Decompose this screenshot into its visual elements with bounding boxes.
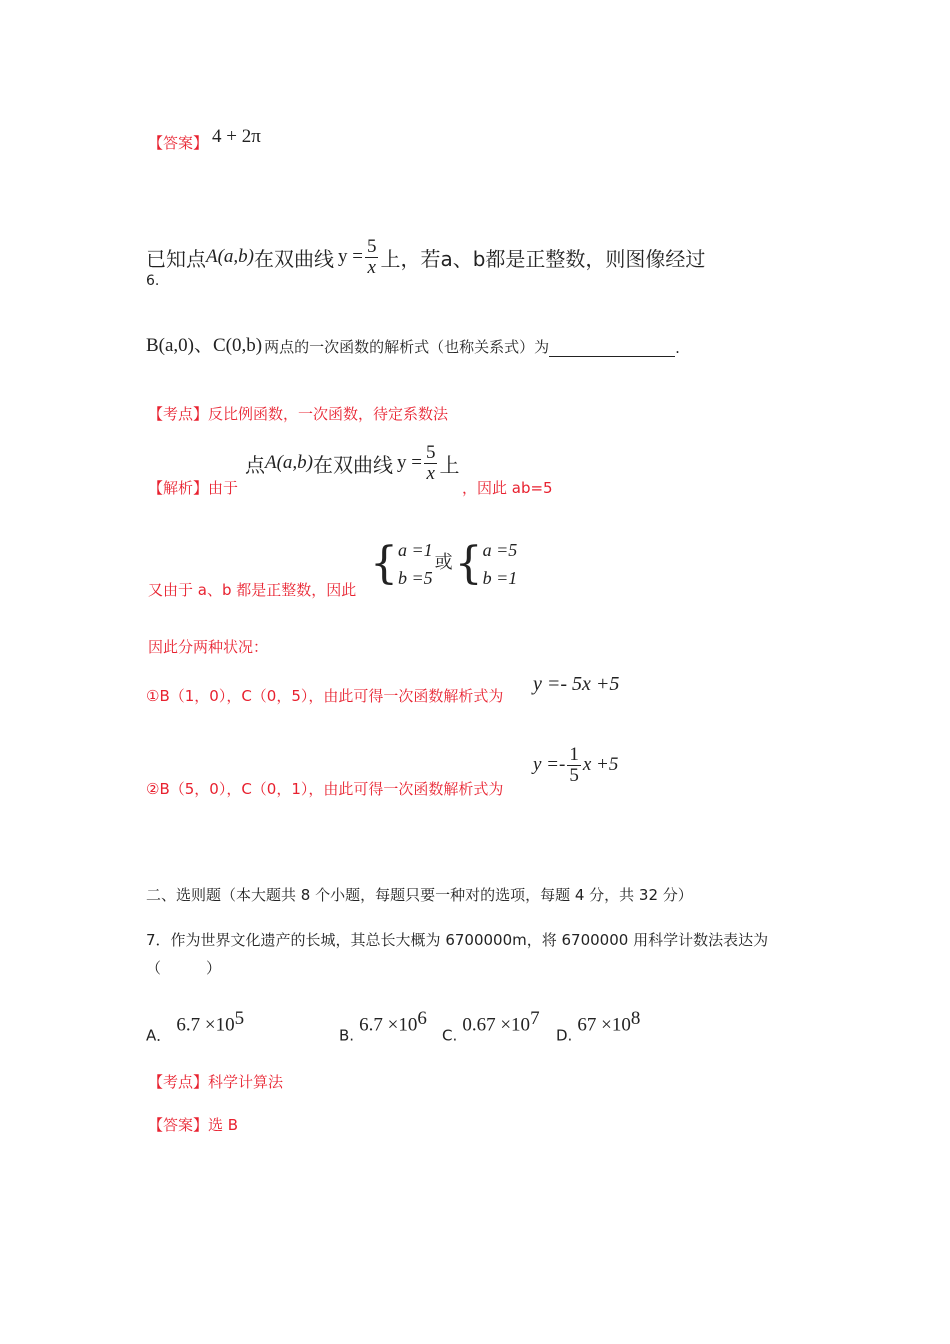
jiexi-math-post: 上 bbox=[439, 452, 460, 477]
q6-line-1 bbox=[146, 237, 705, 278]
option-a-exp: 5 bbox=[234, 1008, 245, 1029]
q7-line-1: 7．作为世界文化遗产的长城，其总长大概为 6700000m，将 6700000 用科学计数法表达为 bbox=[146, 931, 769, 949]
q6-text-pre: 已知点 bbox=[146, 246, 206, 271]
case2-frac-den: 5 bbox=[569, 764, 579, 786]
case2-fraction bbox=[567, 745, 581, 786]
option-d-base: 67 ×10 bbox=[577, 1014, 631, 1036]
option-b-label: B. bbox=[339, 1026, 355, 1045]
jiexi-tag: 【解析】 bbox=[148, 479, 209, 497]
option-c-base: 0.67 ×10 bbox=[462, 1014, 531, 1036]
option-b-base: 6.7 ×10 bbox=[359, 1014, 418, 1036]
option-a-label: A． bbox=[146, 1026, 172, 1045]
jiexi-text2: ，因此 ab=5 bbox=[462, 479, 553, 497]
left-brace-1: { bbox=[370, 538, 398, 589]
q7-option-b[interactable] bbox=[339, 1008, 427, 1044]
kaodian2-tag: 【考点】 bbox=[148, 1073, 209, 1091]
q6-number: 6. bbox=[146, 273, 160, 289]
option-d-label: D. bbox=[556, 1026, 573, 1045]
sys1-row2: b =5 bbox=[398, 568, 433, 588]
q7-line-2: （ ） bbox=[146, 959, 222, 977]
jiexi-frac-den: x bbox=[426, 462, 435, 484]
case2-text: ②B（5，0），C（0，1），由此可得一次函数解析式为 bbox=[146, 780, 504, 798]
equation-systems bbox=[370, 536, 517, 592]
q6-text-post: 上，若a、b都是正整数，则图像经过 bbox=[380, 246, 706, 271]
case1-formula: y =- 5x +5 bbox=[533, 673, 620, 695]
q6-line2-text: 两点的一次函数的解析式（也称关系式）为 bbox=[264, 338, 550, 356]
two-cases-text: 因此分两种状况： bbox=[148, 638, 269, 656]
option-a-base: 6.7 ×10 bbox=[176, 1014, 235, 1036]
system-2 bbox=[483, 536, 518, 592]
also-text: 又由于 a、b 都是正整数，因此 bbox=[148, 581, 357, 599]
case2-formula-pre: y =- bbox=[533, 754, 566, 776]
answer-tag: 【答案】 bbox=[148, 134, 209, 152]
q6-text-mid: 在双曲线 bbox=[254, 246, 335, 271]
kaodian2-text: 科学计算法 bbox=[208, 1073, 284, 1091]
case2-formula-post: x +5 bbox=[582, 754, 619, 776]
case1-text: ①B（1，0），C（0，5），由此可得一次函数解析式为 bbox=[146, 687, 504, 705]
q6-line2-end: . bbox=[675, 339, 680, 357]
or-word: 或 bbox=[434, 552, 453, 573]
kaodian-text: 反比例函数，一次函数，待定系数法 bbox=[208, 405, 449, 423]
jiexi-label bbox=[148, 477, 238, 498]
jiexi-frac-num: 5 bbox=[425, 442, 436, 463]
option-c-exp: 7 bbox=[530, 1008, 540, 1029]
q6-frac-num: 5 bbox=[366, 236, 377, 257]
jiexi-math bbox=[245, 443, 459, 484]
q6-eq-lhs: y = bbox=[338, 246, 363, 268]
q6-fraction bbox=[365, 237, 379, 278]
jiexi-fraction bbox=[424, 443, 438, 484]
answer-line-2 bbox=[148, 1114, 238, 1135]
q6-points-bc: B(a,0)、C(0,b) bbox=[146, 335, 263, 356]
option-c-label: C. bbox=[442, 1026, 458, 1045]
jiexi-math-pre: 点 bbox=[245, 452, 265, 477]
answer2-text: 选 B bbox=[208, 1116, 239, 1134]
jiexi-text1: 由于 bbox=[208, 479, 239, 497]
option-b-exp: 6 bbox=[417, 1008, 427, 1029]
sys2-row1: a =5 bbox=[482, 540, 518, 560]
q6-line-2 bbox=[146, 330, 680, 357]
q7-option-d[interactable] bbox=[556, 1008, 640, 1044]
jiexi-math-mid: 在双曲线 bbox=[313, 452, 394, 477]
case2-frac-num: 1 bbox=[569, 744, 579, 765]
answer2-tag: 【答案】 bbox=[148, 1116, 209, 1134]
left-brace-2: { bbox=[454, 538, 483, 589]
kaodian-line-1 bbox=[148, 403, 448, 424]
q7-option-a[interactable] bbox=[146, 1008, 244, 1045]
q6-point-a: A(a,b) bbox=[206, 246, 255, 268]
system-1 bbox=[398, 536, 433, 592]
q6-answer-blank[interactable] bbox=[549, 342, 675, 357]
answer-value-1: 4 + 2π bbox=[212, 126, 261, 147]
jiexi-point-a: A(a,b) bbox=[265, 452, 314, 474]
q6-frac-den: x bbox=[367, 256, 376, 278]
section-2-heading: 二、选则题（本大题共 8 个小题，每题只要一种对的选项，每题 4 分，共 32 分） bbox=[146, 886, 693, 904]
sys1-row1: a =1 bbox=[398, 540, 433, 560]
jiexi-eq-lhs: y = bbox=[397, 452, 422, 474]
kaodian-line-2 bbox=[148, 1071, 283, 1092]
case2-formula bbox=[533, 745, 618, 786]
option-d-exp: 8 bbox=[630, 1008, 641, 1029]
answer-line-1 bbox=[148, 132, 208, 153]
kaodian-tag: 【考点】 bbox=[148, 405, 209, 423]
q7-option-c[interactable] bbox=[442, 1008, 540, 1044]
sys2-row2: b =1 bbox=[482, 568, 518, 588]
